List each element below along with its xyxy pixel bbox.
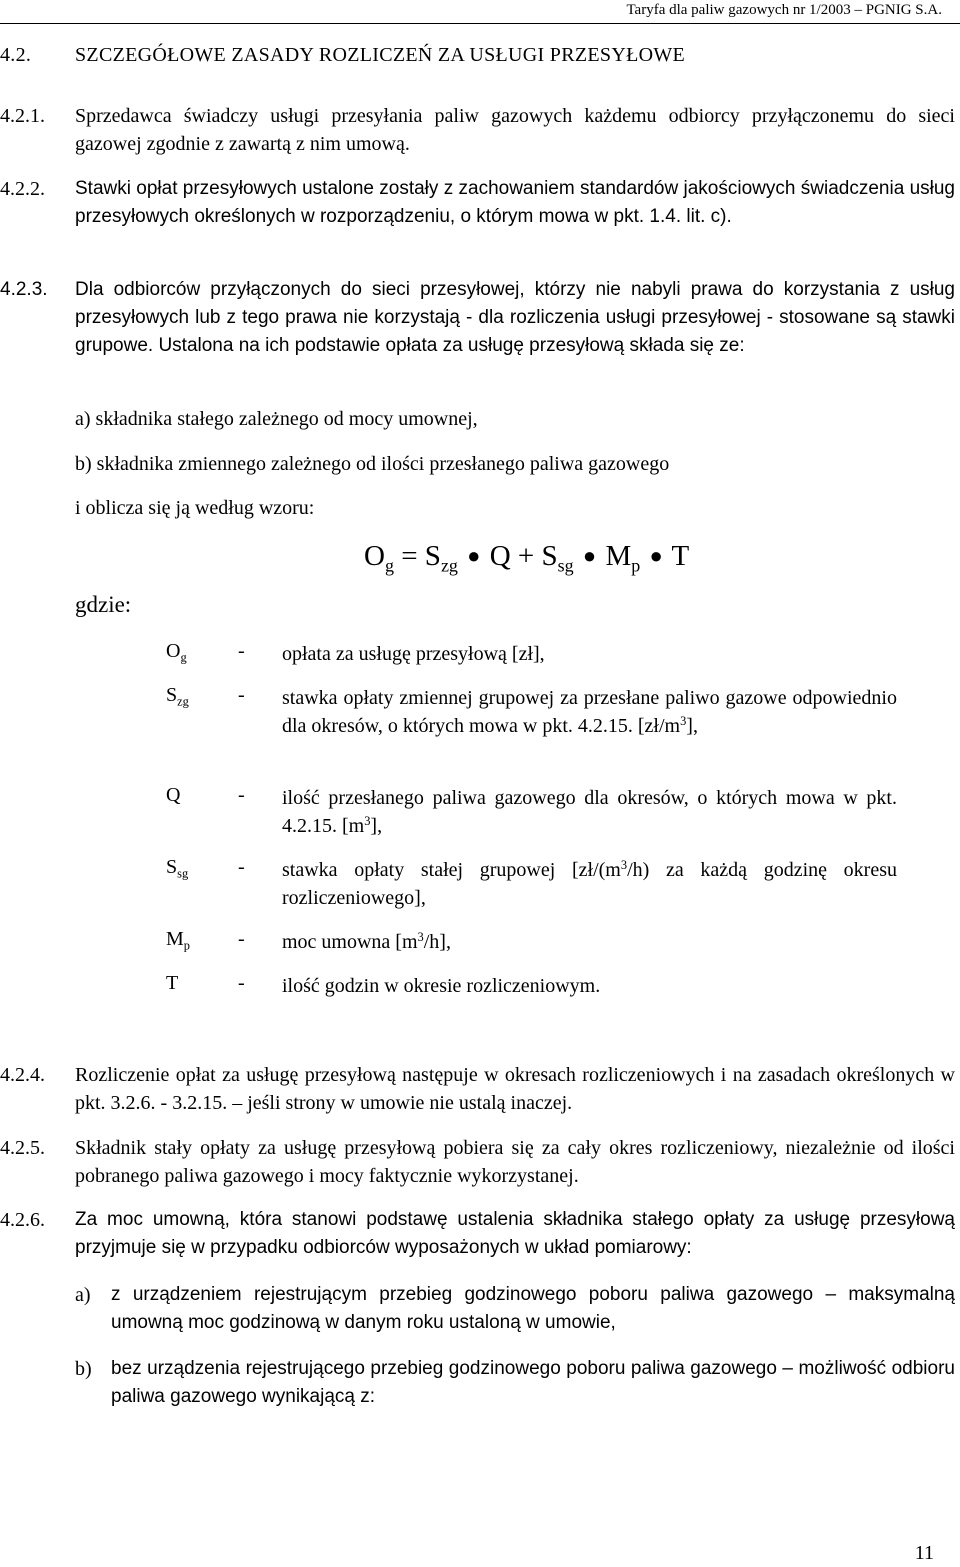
- paragraph-text: Sprzedawca świadczy usługi przesyłania paliw gazowych każdemu odbiorcy przyłączonemu do sieci gazowej zgodnie z zawartą z nim umową.: [75, 105, 955, 155]
- list-item-a: a) składnika stałego zależnego od mocy umownej,: [75, 408, 478, 430]
- formula-s: S: [541, 540, 558, 572]
- symbol-sub: zg: [177, 694, 189, 709]
- page-header: Taryfa dla paliw gazowych nr 1/2003 – PGNIG S.A.: [626, 2, 942, 18]
- multiply-dot-icon: ●: [467, 543, 481, 568]
- symbol: S: [166, 684, 178, 706]
- list-text: z urządzeniem rejestrującym przebieg godzinowego poboru paliwa gazowego – maksymalną umowną moc godzinową w danym roku ustaloną w umowie,: [111, 1284, 955, 1333]
- formula-sub-g: g: [384, 555, 394, 576]
- formula-equals: =: [401, 540, 418, 572]
- list-text: bez urządzenia rejestrującego przebieg godzinowego poboru paliwa gazowego – możliwość odbioru paliwa gazowego wynikającą z:: [111, 1358, 955, 1407]
- header-rule: [0, 23, 960, 24]
- paragraph-number: 4.2.4.: [0, 1064, 45, 1086]
- list-label: a): [75, 1284, 91, 1306]
- symbol: S: [166, 856, 178, 878]
- paragraph-number: 4.2.5.: [0, 1137, 45, 1159]
- def-text-part: ],: [370, 815, 383, 837]
- paragraph-text: Za moc umowną, która stanowi podstawę ustalenia składnika stałego opłaty za usługę przesyłową przyjmuje się w przypadku odbiorców wyposażonych w układ pomiarowy:: [75, 1209, 955, 1258]
- def-text-og: opłata za usługę przesyłową [zł],: [282, 643, 545, 665]
- multiply-dot-icon: ●: [649, 543, 663, 568]
- superscript: 3: [417, 930, 424, 945]
- formula-sub-zg: zg: [440, 555, 458, 576]
- def-text-part: /h) za każdą godzinę okresu rozliczeniowego],: [282, 859, 898, 909]
- superscript: 3: [364, 814, 371, 829]
- formula-t: T: [671, 540, 690, 572]
- paragraph-text: Składnik stały opłaty za usługę przesyłową pobiera się za cały okres rozliczeniowy, niezależnie od ilości pobranego paliwa gazowego i mocy faktycznie wykorzystanej.: [75, 1137, 955, 1187]
- def-dash: -: [238, 928, 245, 950]
- def-text-szg: [282, 684, 897, 740]
- def-text-q: [282, 784, 897, 840]
- def-dash: -: [238, 784, 245, 806]
- def-dash: -: [238, 684, 245, 706]
- paragraph-text: Stawki opłat przesyłowych ustalone zostały z zachowaniem standardów jakościowych świadczenia usług przesyłowych określonych w rozporządzeniu, o którym mowa w pkt. 1.4. lit. c).: [75, 178, 955, 227]
- def-text-mp: [282, 928, 897, 956]
- formula-s: S: [424, 540, 441, 572]
- page-number: 11: [914, 1542, 934, 1564]
- formula-sub-sg: sg: [557, 555, 574, 576]
- symbol: O: [166, 640, 181, 662]
- def-text-part: /h],: [423, 931, 451, 953]
- paragraph-number: 4.2.2.: [0, 178, 45, 200]
- where-label: gdzie:: [75, 592, 132, 617]
- formula-intro: i oblicza się ją według wzoru:: [75, 497, 315, 519]
- symbol: T: [166, 972, 179, 994]
- def-text-part: stawka opłaty zmiennej grupowej za przesłane paliwo gazowe odpowiednio dla okresów, o których mowa w pkt. 4.2.15. [zł/m: [282, 687, 897, 737]
- def-symbol-q: [166, 784, 180, 807]
- superscript: 3: [620, 858, 628, 873]
- def-text-t: ilość godzin w okresie rozliczeniowym.: [282, 975, 601, 997]
- def-symbol-t: [166, 972, 178, 995]
- def-text-ssg: [282, 856, 897, 912]
- paragraph-text: Dla odbiorców przyłączonych do sieci przesyłowej, którzy nie nabyli prawa do korzystania z usług przesyłowych lub z tego prawa nie korzystają - dla rozliczenia usługi przesyłowej - stosowane są stawki grupowe. Ustalona na ich podstawie opłata za usługę przesyłową składa się ze:: [75, 279, 955, 356]
- def-symbol-mp: [166, 928, 190, 951]
- formula-m: M: [605, 540, 632, 572]
- def-dash: -: [238, 640, 245, 662]
- formula-sub-p: p: [631, 555, 641, 576]
- symbol-sub: p: [183, 938, 190, 953]
- def-text-part: ],: [686, 715, 698, 737]
- multiply-dot-icon: ●: [582, 543, 597, 568]
- def-dash: -: [238, 972, 245, 994]
- list-label: b): [75, 1358, 92, 1380]
- symbol-sub: sg: [177, 866, 189, 881]
- paragraph-number: 4.2.6.: [0, 1209, 45, 1231]
- def-text-part: stawka opłaty stałej grupowej [zł/(m: [282, 859, 621, 881]
- superscript: 3: [680, 714, 687, 729]
- formula-o: O: [364, 540, 385, 572]
- symbol: M: [166, 928, 184, 950]
- symbol: Q: [166, 784, 181, 806]
- def-symbol-ssg: [166, 856, 188, 879]
- def-symbol-og: [166, 640, 187, 663]
- formula-q: Q: [489, 540, 511, 572]
- def-text-part: ilość przesłanego paliwa gazowego dla okresów, o których mowa w pkt. 4.2.15. [m: [282, 787, 897, 837]
- section-number: 4.2.: [0, 44, 32, 66]
- symbol-sub: g: [180, 650, 187, 665]
- formula: [364, 540, 690, 576]
- paragraph-number: 4.2.1.: [0, 105, 45, 127]
- formula-plus: +: [517, 540, 535, 572]
- list-item-b: b) składnika zmiennego zależnego od ilości przesłanego paliwa gazowego: [75, 453, 670, 475]
- def-text-part: moc umowna [m: [282, 931, 418, 953]
- def-dash: -: [238, 856, 245, 878]
- paragraph-number: 4.2.3.: [0, 279, 48, 300]
- paragraph-text: Rozliczenie opłat za usługę przesyłową następuje w okresach rozliczeniowych i na zasadach określonych w pkt. 3.2.6. - 3.2.15. – jeśli strony w umowie nie ustalą inaczej.: [75, 1064, 955, 1114]
- def-symbol-szg: [166, 684, 189, 707]
- section-title: SZCZEGÓŁOWE ZASADY ROZLICZEŃ ZA USŁUGI PRZESYŁOWE: [75, 44, 686, 66]
